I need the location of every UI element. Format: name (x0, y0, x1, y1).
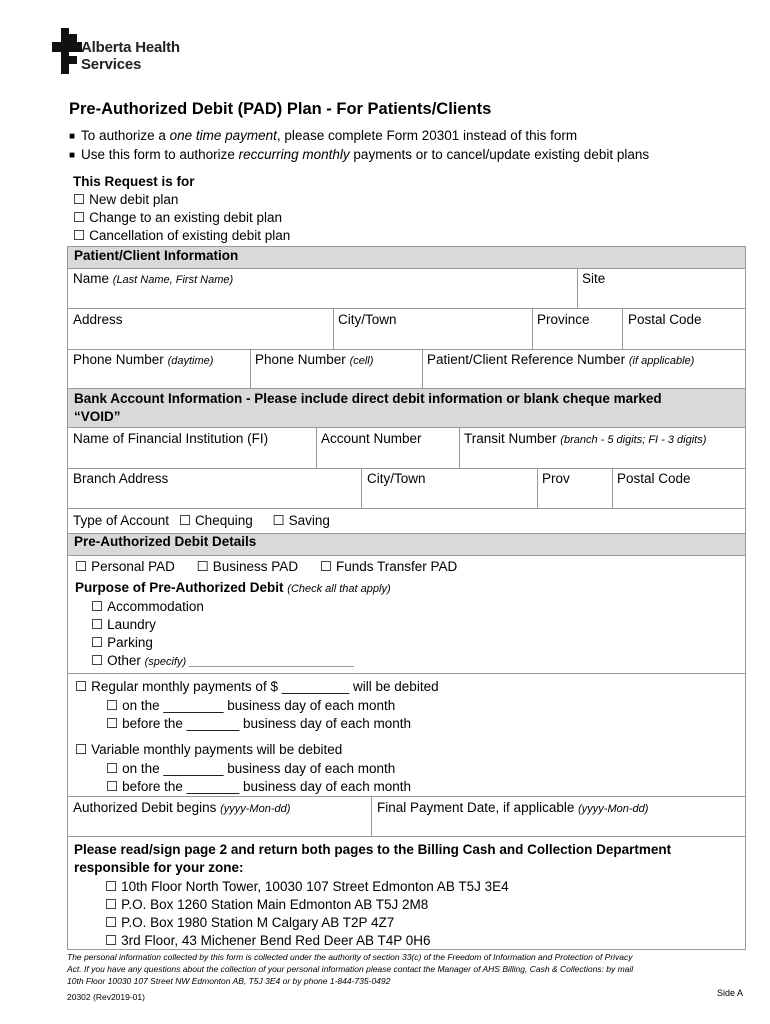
regular-payments-block (75, 678, 439, 734)
saving-checkbox[interactable]: ☐ Saving (273, 513, 330, 528)
variable-on-the-checkbox[interactable]: ☐ on the ________ business day of each month (106, 760, 411, 779)
zone-calgary-checkbox[interactable]: ☐ P.O. Box 1980 Station M Calgary AB T2P 4Z7 (105, 914, 509, 932)
transit-number-field[interactable]: Transit Number (branch - 5 digits; FI - 3 digits) (464, 431, 707, 446)
purpose-options (91, 598, 354, 671)
privacy-notice: The personal information collected by this form is collected under the authority of section 33(c) of the Freedom of Information and Protection of Privacy Act. If you have any questions about the collection of your personal information please contact the Manager of AHS Billing, Cash & Collections: by mail 10th Floor 10030 107 Street NW Edmonton AB, T5J 3E4 or by phone 1-844-735-0492 (67, 952, 634, 986)
request-type (73, 173, 290, 245)
account-type-row (73, 513, 330, 529)
province-field[interactable]: Province (537, 312, 590, 327)
zone-edmonton-pobox-checkbox[interactable]: ☐ P.O. Box 1260 Station Main Edmonton AB T5J 2M8 (105, 896, 509, 914)
account-number-field[interactable]: Account Number (321, 431, 422, 446)
parking-checkbox[interactable]: ☐ Parking (91, 634, 354, 652)
accommodation-checkbox[interactable]: ☐ Accommodation (91, 598, 354, 616)
name-field[interactable]: Name (Last Name, First Name) (73, 271, 234, 286)
patient-section-header: Patient/Client Information (68, 247, 745, 268)
reference-number-field[interactable]: Patient/Client Reference Number (if applicable) (427, 352, 695, 367)
bank-postal-field[interactable]: Postal Code (617, 471, 691, 486)
request-heading: This Request is for (73, 174, 195, 189)
regular-before-the-checkbox[interactable]: ☐ before the _______ business day of each month (106, 715, 439, 734)
form-number: 20302 (Rev2019-01) (67, 992, 145, 1002)
personal-pad-checkbox[interactable]: ☐ Personal PAD (75, 559, 175, 574)
financial-institution-field[interactable]: Name of Financial Institution (FI) (73, 431, 269, 446)
bank-section-header: Bank Account Information - Please include direct debit information or blank cheque marked “VOID” (68, 389, 745, 427)
return-instructions: Please read/sign page 2 and return both pages to the Billing Cash and Collection Department responsible for your zone: (74, 842, 672, 875)
debit-begins-field[interactable]: Authorized Debit begins (yyyy-Mon-dd) (73, 800, 291, 815)
variable-payments-block (75, 741, 411, 797)
zone-red-deer-checkbox[interactable]: ☐ 3rd Floor, 43 Michener Bend Red Deer AB T4P 0H6 (105, 932, 509, 950)
instruction-1: ■ To authorize a one time payment, please complete Form 20301 instead of this form (69, 127, 649, 146)
bank-prov-field[interactable]: Prov (542, 471, 570, 486)
pad-type-row (75, 559, 457, 575)
org-line2: Services (81, 56, 142, 73)
org-line1: Alberta Health (81, 39, 180, 56)
postal-code-field[interactable]: Postal Code (628, 312, 702, 327)
branch-address-field[interactable]: Branch Address (73, 471, 169, 486)
regular-on-the-checkbox[interactable]: ☐ on the ________ business day of each month (106, 697, 439, 716)
business-pad-checkbox[interactable]: ☐ Business PAD (197, 559, 298, 574)
instructions (69, 127, 649, 165)
funds-transfer-pad-checkbox[interactable]: ☐ Funds Transfer PAD (320, 559, 457, 574)
phone-daytime-field[interactable]: Phone Number (daytime) (73, 352, 214, 367)
variable-payments-checkbox[interactable]: ☐ Variable monthly payments will be debited (75, 741, 411, 760)
purpose-heading: Purpose of Pre-Authorized Debit (Check all that apply) (75, 580, 391, 595)
org-name (81, 39, 180, 73)
pad-section-header: Pre-Authorized Debit Details (68, 533, 745, 555)
final-payment-date-field[interactable]: Final Payment Date, if applicable (yyyy-Mon-dd) (377, 800, 649, 815)
change-plan-checkbox[interactable]: ☐ Change to an existing debit plan (73, 209, 290, 227)
ahs-logo-icon (52, 28, 82, 74)
form-title: Pre-Authorized Debit (PAD) Plan - For Patients/Clients (69, 100, 492, 118)
address-field[interactable]: Address (73, 312, 123, 327)
new-plan-checkbox[interactable]: ☐ New debit plan (73, 191, 290, 209)
bank-city-field[interactable]: City/Town (367, 471, 426, 486)
zone-edmonton-tower-checkbox[interactable]: ☐ 10th Floor North Tower, 10030 107 Street Edmonton AB T5J 3E4 (105, 878, 509, 896)
laundry-checkbox[interactable]: ☐ Laundry (91, 616, 354, 634)
form-table (67, 246, 746, 950)
other-checkbox[interactable]: ☐ Other (specify) ___________________________ (91, 652, 354, 671)
side-label: Side A (717, 988, 744, 998)
instruction-2: ■ Use this form to authorize reccurring monthly payments or to cancel/update existing debit plans (69, 146, 649, 165)
phone-cell-field[interactable]: Phone Number (cell) (255, 352, 374, 367)
account-type-label: Type of Account (73, 513, 170, 528)
chequing-checkbox[interactable]: ☐ Chequing (179, 513, 253, 528)
zone-addresses (105, 878, 509, 950)
cancel-plan-checkbox[interactable]: ☐ Cancellation of existing debit plan (73, 227, 290, 245)
site-field[interactable]: Site (582, 271, 606, 286)
variable-before-the-checkbox[interactable]: ☐ before the _______ business day of each month (106, 778, 411, 797)
regular-payments-checkbox[interactable]: ☐ Regular monthly payments of $ _________ will be debited (75, 678, 439, 697)
city-field[interactable]: City/Town (338, 312, 397, 327)
